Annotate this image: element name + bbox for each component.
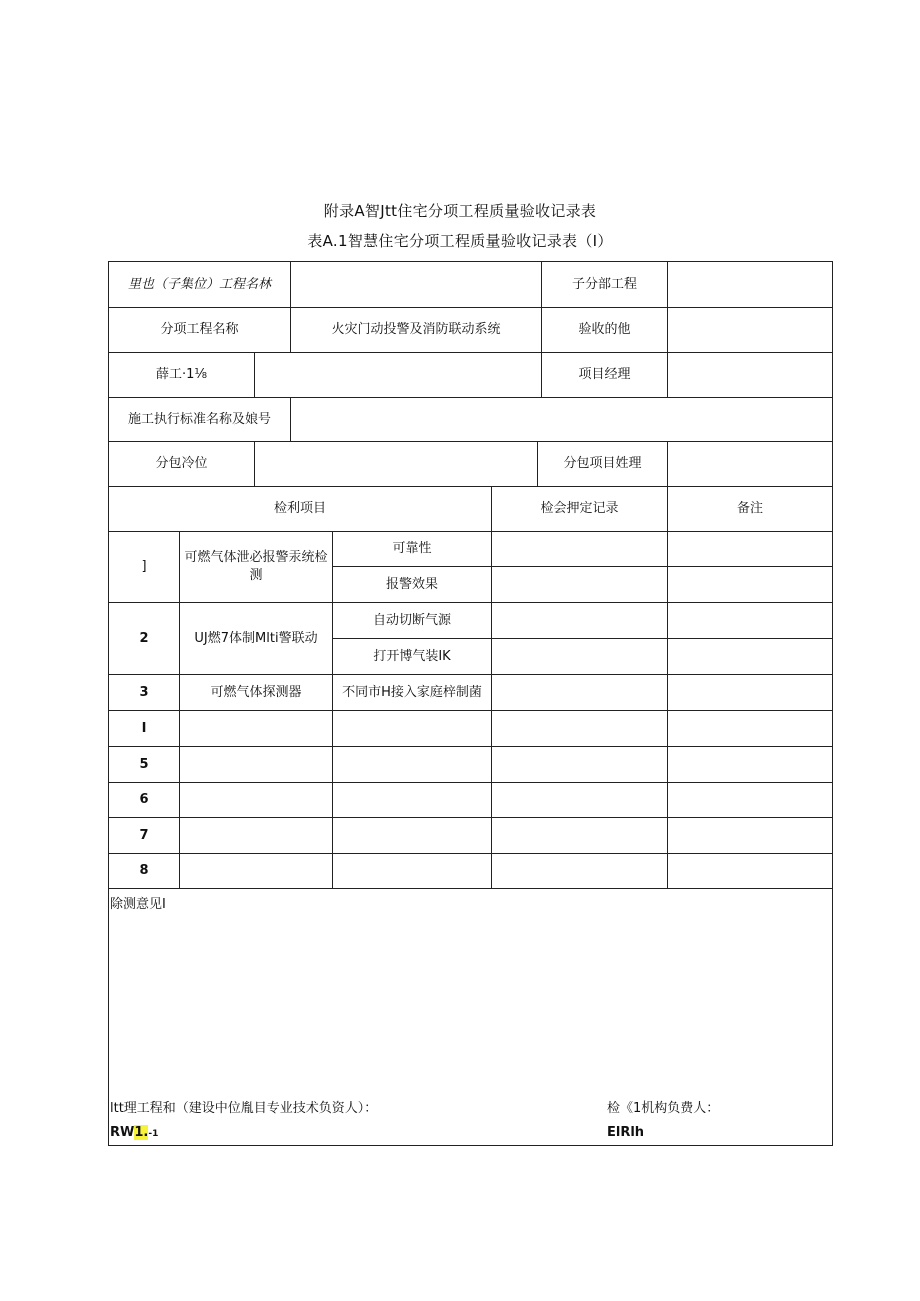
col-divider — [667, 486, 668, 888]
sub-division-label: 子分部工程 — [571, 276, 637, 292]
sub-pm-value[interactable] — [668, 442, 832, 486]
row-divider — [108, 853, 833, 854]
row-divider — [108, 710, 833, 711]
row-divider — [108, 817, 833, 818]
row-1-number: ] — [141, 559, 147, 574]
row-divider — [108, 782, 833, 783]
row-1-item: 可燃气体泄必报警汞统检测 — [184, 550, 328, 583]
col-header-remark: 备注 — [736, 501, 763, 516]
construction-unit-label: 薛工·1⅛ — [155, 367, 207, 382]
unit-project-value[interactable] — [291, 262, 541, 307]
project-manager-label: 项目经理 — [578, 367, 631, 382]
sub-pm-label: 分包项目姓理 — [563, 456, 642, 471]
opinion-label: 除测意见I — [110, 897, 166, 912]
row-4-number: I — [141, 720, 147, 736]
row-3-number: 3 — [139, 684, 149, 700]
signature-right-label: 检《1机构负费人： — [607, 1101, 720, 1116]
acceptance-value[interactable] — [668, 308, 832, 352]
col-header-record: 检会押定记录 — [540, 501, 619, 516]
row-5-number: 5 — [139, 756, 149, 772]
acceptance-label: 验收的他 — [578, 322, 631, 337]
sub-division-value[interactable] — [668, 262, 832, 307]
date-left-part-b: 1. — [134, 1125, 149, 1140]
row-2-sub-2: 打开博气装IK — [373, 648, 451, 664]
row-2-number: 2 — [139, 630, 149, 646]
table-title: 表A.1智慧住宅分项工程质量验收记录表（I） — [307, 232, 613, 250]
signature-left-label: ltt理工程和（建设中位胤目专业技术负资人）： — [110, 1101, 378, 1116]
project-manager-value[interactable] — [668, 353, 832, 397]
row-1-sub-2: 报警效果 — [385, 576, 438, 592]
page-title: 附录A智Jtt住宅分项工程质量验收记录表 — [323, 202, 597, 220]
row-7-number: 7 — [139, 827, 149, 843]
standard-label: 施工执行标准名称及娘号 — [127, 411, 271, 427]
subitem-name-value[interactable]: 火灾门动投警及消防联动系统 — [331, 322, 501, 337]
construction-unit-value[interactable] — [255, 353, 541, 397]
row-8-number: 8 — [139, 863, 149, 878]
row-3-item: 可燃气体探测器 — [210, 684, 302, 700]
subcontractor-label: 分包冷位 — [155, 456, 208, 471]
row-divider — [108, 888, 833, 889]
row-2-sub-1: 自动切断气源 — [372, 612, 451, 628]
date-right: ElRlh — [607, 1125, 645, 1140]
row-divider — [108, 746, 833, 747]
col-divider — [491, 486, 492, 888]
row-1-sub-1: 可靠性 — [392, 541, 432, 556]
unit-project-label: 里也（子集位）工程名林 — [127, 276, 271, 292]
table-border-right — [832, 261, 833, 1146]
row-3-sub: 不同市H接入家庭梓制菌 — [342, 684, 482, 700]
row-2-item: UJ燃7体制Mlti警联动 — [194, 630, 318, 646]
subcontractor-value[interactable] — [255, 442, 537, 486]
table-border-bottom — [108, 1145, 833, 1146]
standard-value[interactable] — [291, 398, 832, 441]
subitem-name-label: 分项工程名称 — [160, 322, 239, 337]
date-left-part-a: RW — [110, 1125, 135, 1140]
date-left — [110, 1125, 158, 1140]
col-header-item: 检利项目 — [273, 501, 326, 516]
date-left-part-c: -1 — [148, 1129, 159, 1139]
row-6-number: 6 — [139, 792, 149, 807]
